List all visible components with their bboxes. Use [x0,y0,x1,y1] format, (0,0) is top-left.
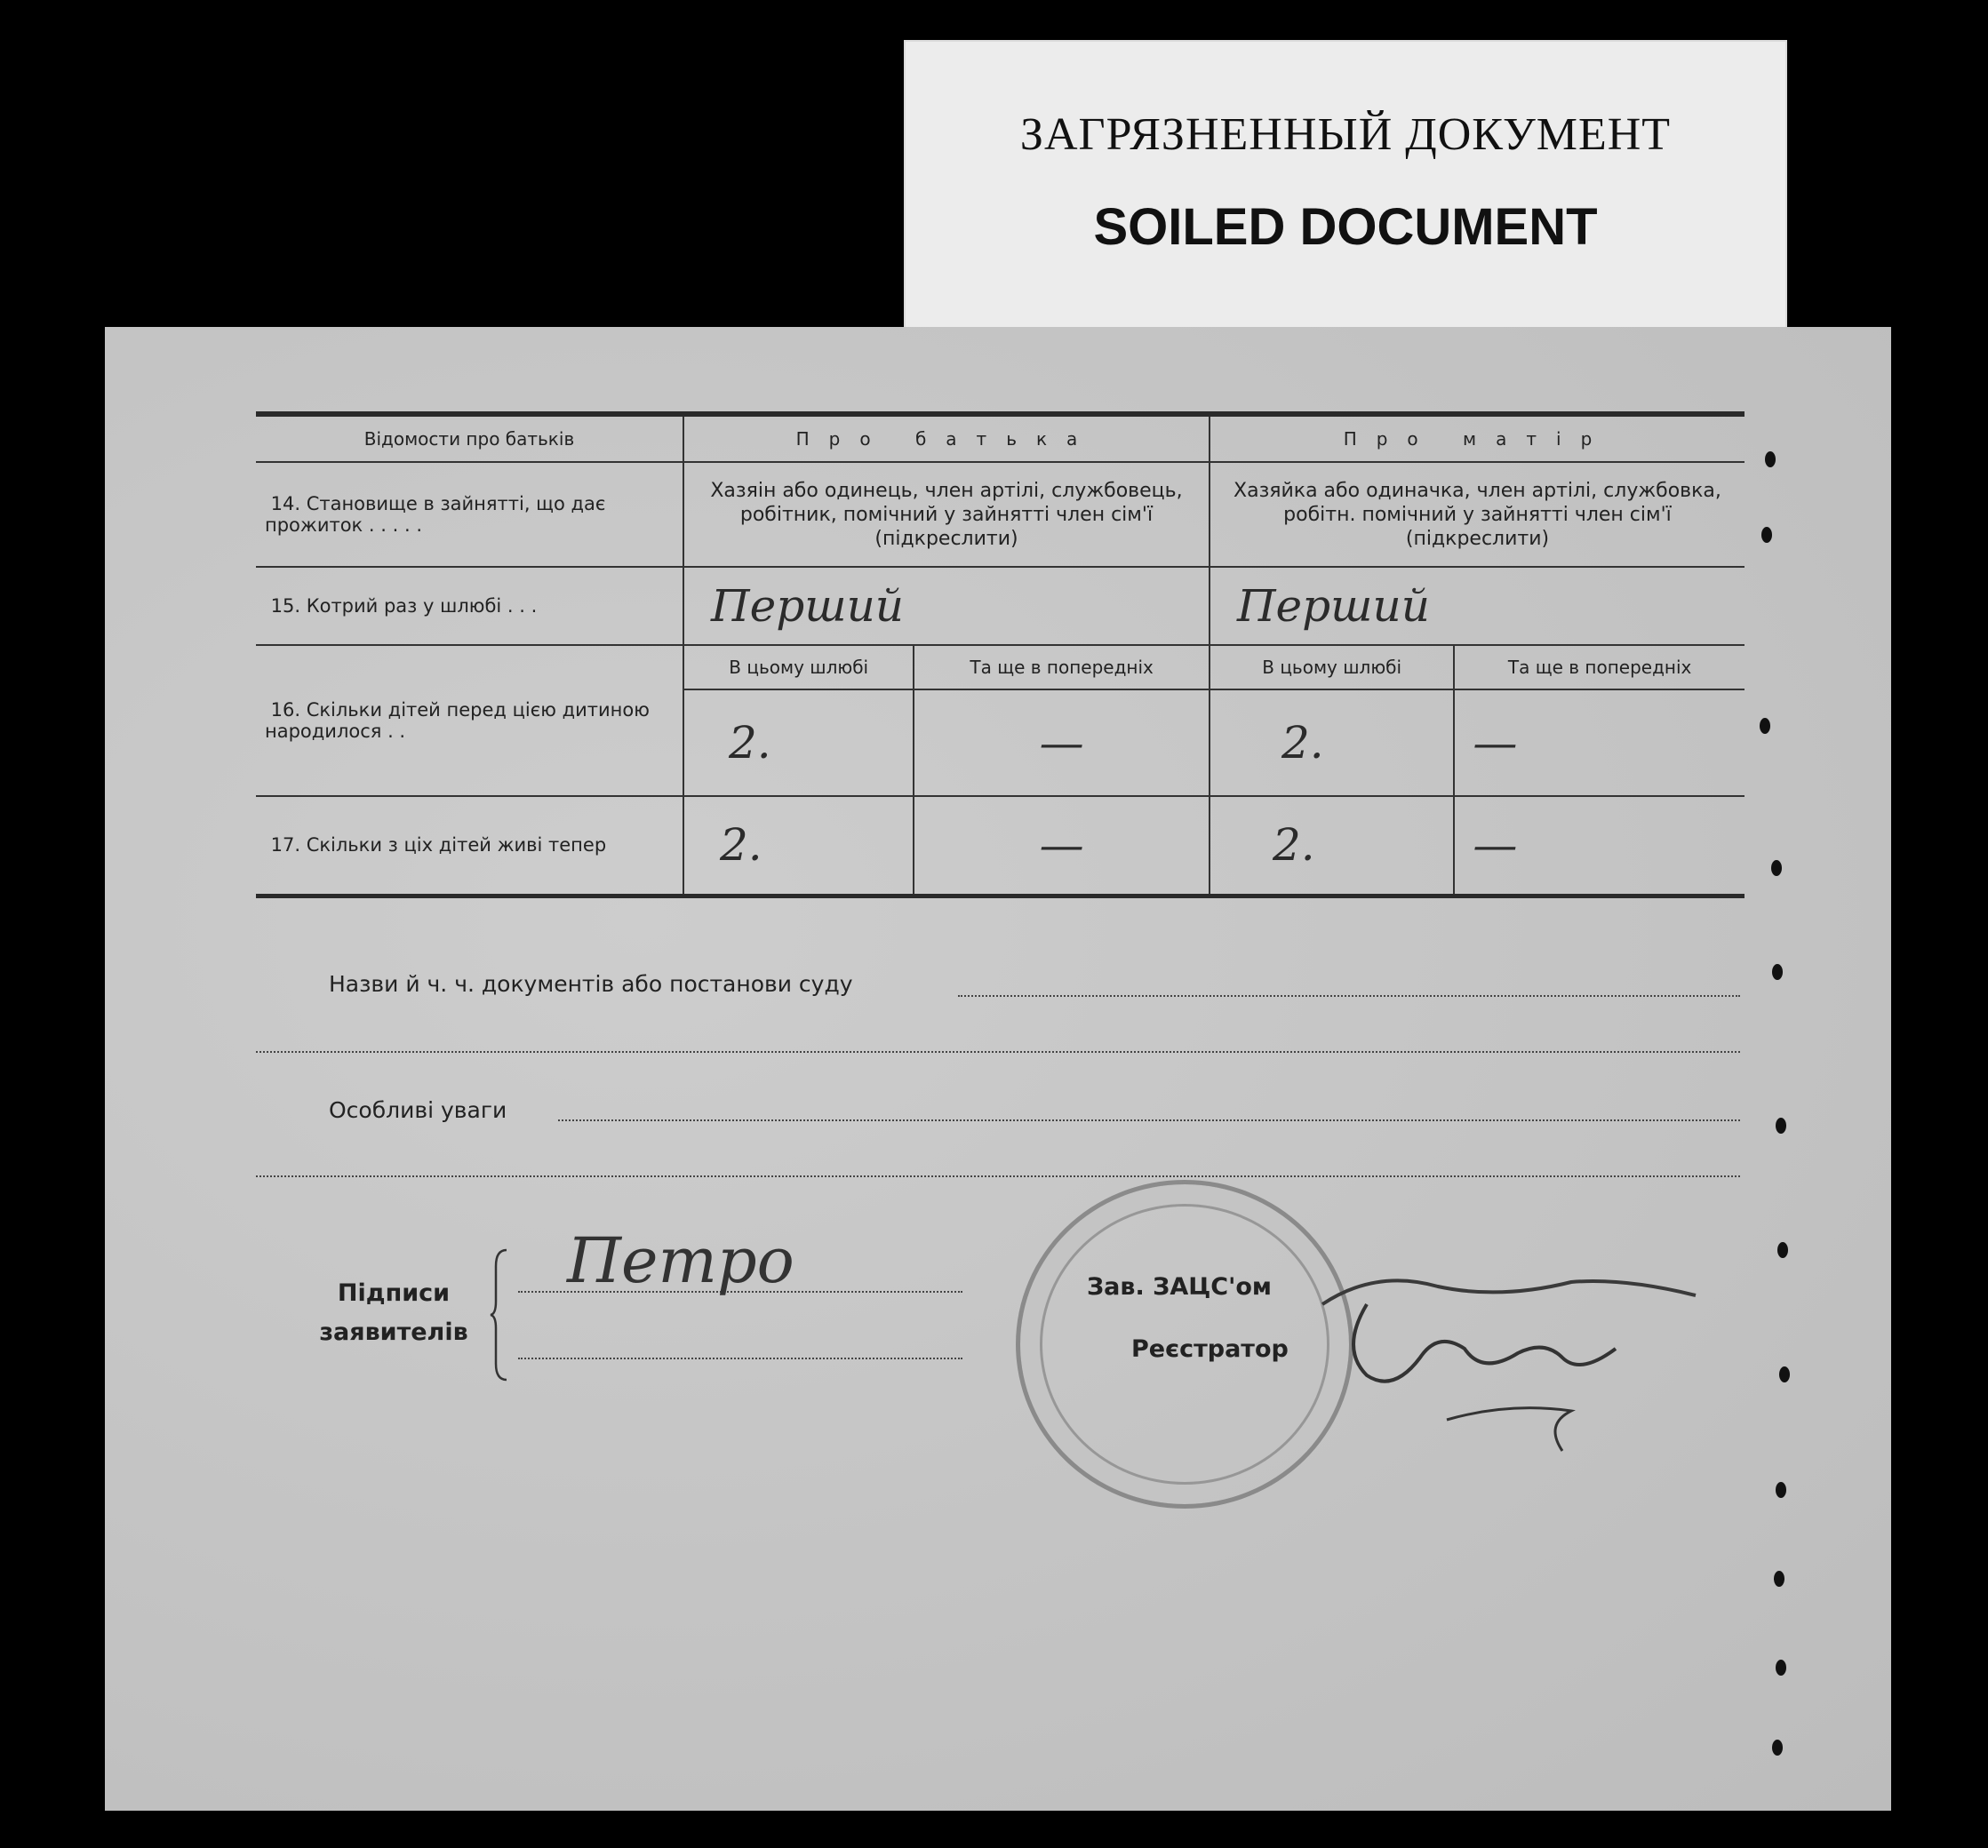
father-children-living-this: 2. [683,796,914,896]
question-text: Скільки дітей перед цією дитиною народилося . . [265,699,650,742]
question-number: 16. [270,699,300,721]
punch-hole [1765,451,1776,467]
question-15 [256,567,683,645]
signatures-label-1: Підписи [337,1279,451,1307]
notes-line [558,1119,1740,1121]
punch-hole [1772,1740,1783,1756]
soiled-document-label [904,40,1787,346]
question-17 [256,796,683,896]
father-occupation-options: Хазяін або одинець, член артілі, службовець, робітник, помічний у зайнятті член сім'ї (підкреслити) [683,462,1210,567]
subheader-mother-this: В цьому шлюбі [1210,645,1454,689]
header-father [683,414,1210,462]
mother-children-living-this: 2. [1210,796,1454,896]
father-children-born-this: 2. [683,689,914,796]
header-parents-info: Відомости про батьків [256,414,683,462]
table-header-row [256,414,1744,462]
documents-label: Назви й ч. ч. документів або постанови суду [329,971,853,997]
header-mother-label: Про матір [1343,428,1612,450]
documents-line [958,995,1740,997]
label-english: SOILED DOCUMENT [1093,198,1598,256]
question-16 [256,645,683,796]
header-mother [1210,414,1744,462]
mother-children-born-previous: — [1454,689,1744,796]
father-children-born-previous: — [914,689,1210,796]
question-number: 15. [270,595,300,617]
notes-line-2 [256,1175,1740,1177]
signatures-label-2: заявителів [319,1318,468,1346]
registrar-signature-drawing [1305,1251,1722,1455]
label-russian: ЗАГРЯЗНЕННЫЙ ДОКУМЕНТ [1019,109,1672,160]
question-text: Котрий раз у шлюбі . . . [306,595,538,617]
punch-hole [1776,1660,1786,1676]
parents-info-table [256,411,1744,898]
mother-marriage-count: Перший [1210,567,1744,645]
head-label: Зав. ЗАЦС'ом [1087,1273,1272,1301]
registrar-label: Реєстратор [1131,1335,1289,1363]
punch-hole [1774,1571,1784,1587]
punch-hole [1776,1482,1786,1498]
mother-occupation-options: Хазяйка або одиначка, член артілі, службовка, робітн. помічний у зайнятті член сім'ї (підкреслити) [1210,462,1744,567]
mother-children-born-this: 2. [1210,689,1454,796]
subheader-father-previous: Та ще в попередніх [914,645,1210,689]
documents-line-2 [256,1051,1740,1053]
punch-hole [1776,1118,1786,1134]
subheader-father-this: В цьому шлюбі [683,645,914,689]
punch-hole [1777,1242,1788,1258]
subheader-mother-previous: Та ще в попередніх [1454,645,1744,689]
question-14 [256,462,683,567]
applicant-signature: Петро [567,1224,794,1297]
question-text: Скільки з ціх дітей живі тепер [306,834,607,856]
header-father-label: Про батька [795,428,1098,450]
mother-children-living-previous: — [1454,796,1744,896]
brace-symbol [489,1248,508,1382]
punch-hole [1779,1366,1790,1382]
applicant-signature-line-2 [518,1358,962,1359]
question-text: Становище в зайнятті, що дає прожиток . . . . . [265,493,606,536]
question-number: 17. [270,834,300,856]
table-subheader-row [256,645,1744,689]
table-row-17 [256,796,1744,896]
punch-hole [1761,527,1772,543]
punch-hole [1772,964,1783,980]
question-number: 14. [270,493,300,514]
father-children-living-previous: — [914,796,1210,896]
punch-hole [1771,860,1782,876]
punch-hole [1760,718,1770,734]
notes-label: Особливі уваги [329,1097,507,1123]
document-page [105,327,1891,1811]
table-row-14 [256,462,1744,567]
table-row-15 [256,567,1744,645]
father-marriage-count: Перший [683,567,1210,645]
